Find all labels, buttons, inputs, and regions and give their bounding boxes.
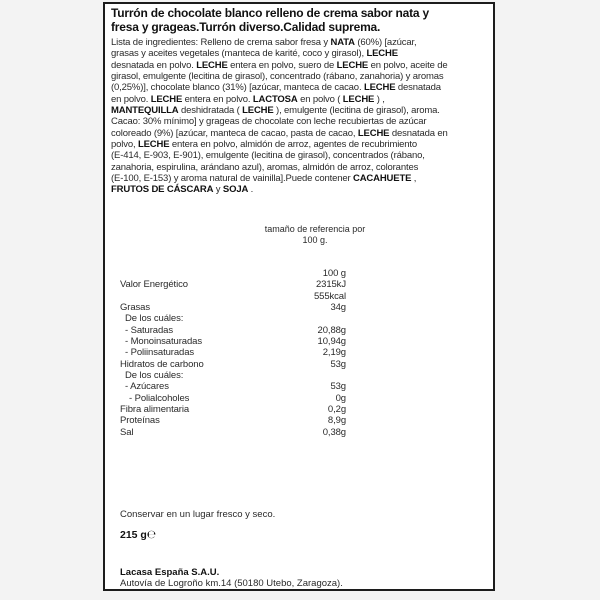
ingredients-text	[111, 37, 487, 196]
nutrition-table	[120, 268, 346, 438]
nutrition-row-label: - Saturadas	[125, 324, 174, 336]
ingredients-line: zanahoria, espirulina, arándano azul), aromas, almidón de arroz, colorantes	[111, 161, 419, 173]
nutrition-row-label: Valor Energético	[120, 279, 188, 291]
manufacturer-address: Autovía de Logroño km.14 (50180 Utebo, Zaragoza).	[120, 578, 343, 590]
ingredients-line: desnatada en polvo. LECHE entera en polvo, suero de LECHE en polvo, aceite de	[111, 59, 448, 71]
nutrition-row-value: 0g	[335, 392, 346, 404]
nutrition-row-value: 10,94g	[317, 335, 346, 347]
nutrition-row	[120, 279, 346, 290]
nutrition-row-value: 0,2g	[327, 403, 346, 415]
nutrition-row-value: 0,38g	[322, 426, 346, 438]
reference-size-line2: 100 g.	[302, 234, 328, 245]
nutrition-row-label: Proteínas	[120, 415, 160, 427]
nutrition-row-value: 2315kJ	[315, 279, 346, 291]
nutrition-row-value: 555kcal	[313, 290, 346, 302]
nutrition-row	[120, 313, 346, 324]
nutrition-row	[120, 291, 346, 302]
net-weight	[120, 529, 487, 541]
reference-size-line1: tamaño de referencia por	[264, 223, 366, 234]
nutrition-row	[120, 404, 346, 415]
nutrition-row-value: 34g	[330, 301, 346, 313]
ingredients-line: Cacao: 30% mínimo] y grageas de chocolate con leche recubiertas de azúcar	[111, 116, 427, 128]
manufacturer-block	[120, 567, 487, 590]
ingredients-line: (0,25%)], chocolate blanco (31%) [azúcar, manteca de cacao. LECHE desnatada	[111, 82, 441, 94]
nutrition-row-label: - Monoinsaturadas	[125, 335, 202, 347]
ingredients-line: grasas y aceites vegetales (manteca de karité, coco y girasol), LECHE	[111, 48, 398, 60]
nutrition-row-label: - Azúcares	[125, 381, 169, 393]
nutrition-row-value: 53g	[330, 358, 346, 370]
ingredients-line: (E-414, E-903, E-901), emulgente (lecitina de girasol), concentrados (rábano,	[111, 150, 425, 162]
ingredients-line: (E-100, E-153) y aroma natural de vainilla].Puede contener CACAHUETE ,	[111, 173, 417, 185]
nutrition-row	[120, 336, 346, 347]
nutrition-row-label: Fibra alimentaria	[120, 403, 190, 415]
nutrition-row	[120, 325, 346, 336]
nutrition-row	[120, 347, 346, 358]
product-label-box	[103, 2, 495, 591]
nutrition-row	[120, 415, 346, 426]
nutrition-column-header: 100 g	[322, 267, 346, 279]
nutrition-row	[120, 393, 346, 404]
net-weight-value: 215 g	[120, 528, 147, 541]
nutrition-row-label: - Polialcoholes	[129, 392, 190, 404]
nutrition-row-label: Hidratos de carbono	[120, 358, 204, 370]
nutrition-row	[120, 381, 346, 392]
nutrition-row	[120, 359, 346, 370]
ingredients-line: MANTEQUILLA deshidratada ( LECHE ), emulgente (lecitina de girasol), aroma.	[111, 105, 440, 117]
reference-size-block	[202, 224, 428, 246]
ingredients-line: polvo, LECHE entera en polvo, almidón de arroz, agentes de recubrimiento	[111, 139, 418, 151]
nutrition-row-label: - Poliinsaturadas	[125, 347, 195, 359]
nutrition-row-value: 53g	[330, 381, 346, 393]
product-title-line: fresa y grageas.Turrón diverso.Calidad suprema.	[111, 20, 381, 34]
ingredients-line: Lista de ingredientes: Relleno de crema sabor fresa y NATA (60%) [azúcar,	[111, 37, 417, 48]
nutrition-row-label: De los cuáles:	[125, 313, 184, 325]
nutrition-row-label: Sal	[120, 426, 134, 438]
nutrition-row-value: 2,19g	[322, 347, 346, 359]
ingredients-line: FRUTOS DE CÁSCARA y SOJA .	[111, 184, 254, 196]
nutrition-row	[120, 370, 346, 381]
nutrition-row-label: De los cuáles:	[125, 369, 184, 381]
nutrition-row	[120, 427, 346, 438]
ingredients-line: en polvo. LECHE entera en polvo. LACTOSA en polvo ( LECHE ) ,	[111, 93, 385, 105]
product-title-line: Turrón de chocolate blanco relleno de crema sabor nata y	[111, 6, 430, 20]
nutrition-row-label: Grasas	[120, 301, 151, 313]
estimated-sign: ℮	[146, 527, 157, 541]
manufacturer-name: Lacasa España S.A.U.	[120, 566, 220, 578]
ingredients-line: coloreado (9%) [azúcar, manteca de cacao, pasta de cacao, LECHE desnatada en	[111, 127, 448, 139]
nutrition-table-rows	[120, 279, 346, 438]
nutrition-row	[120, 302, 346, 313]
nutrition-row-value: 20,88g	[317, 324, 346, 336]
ingredients-line: girasol, emulgente (lecitina de girasol), concentrado (rábano, zanahoria) y aromas	[111, 71, 444, 83]
nutrition-row-value: 8,9g	[327, 415, 346, 427]
product-title	[111, 6, 487, 34]
storage-note: Conservar en un lugar fresco y seco.	[120, 508, 276, 520]
